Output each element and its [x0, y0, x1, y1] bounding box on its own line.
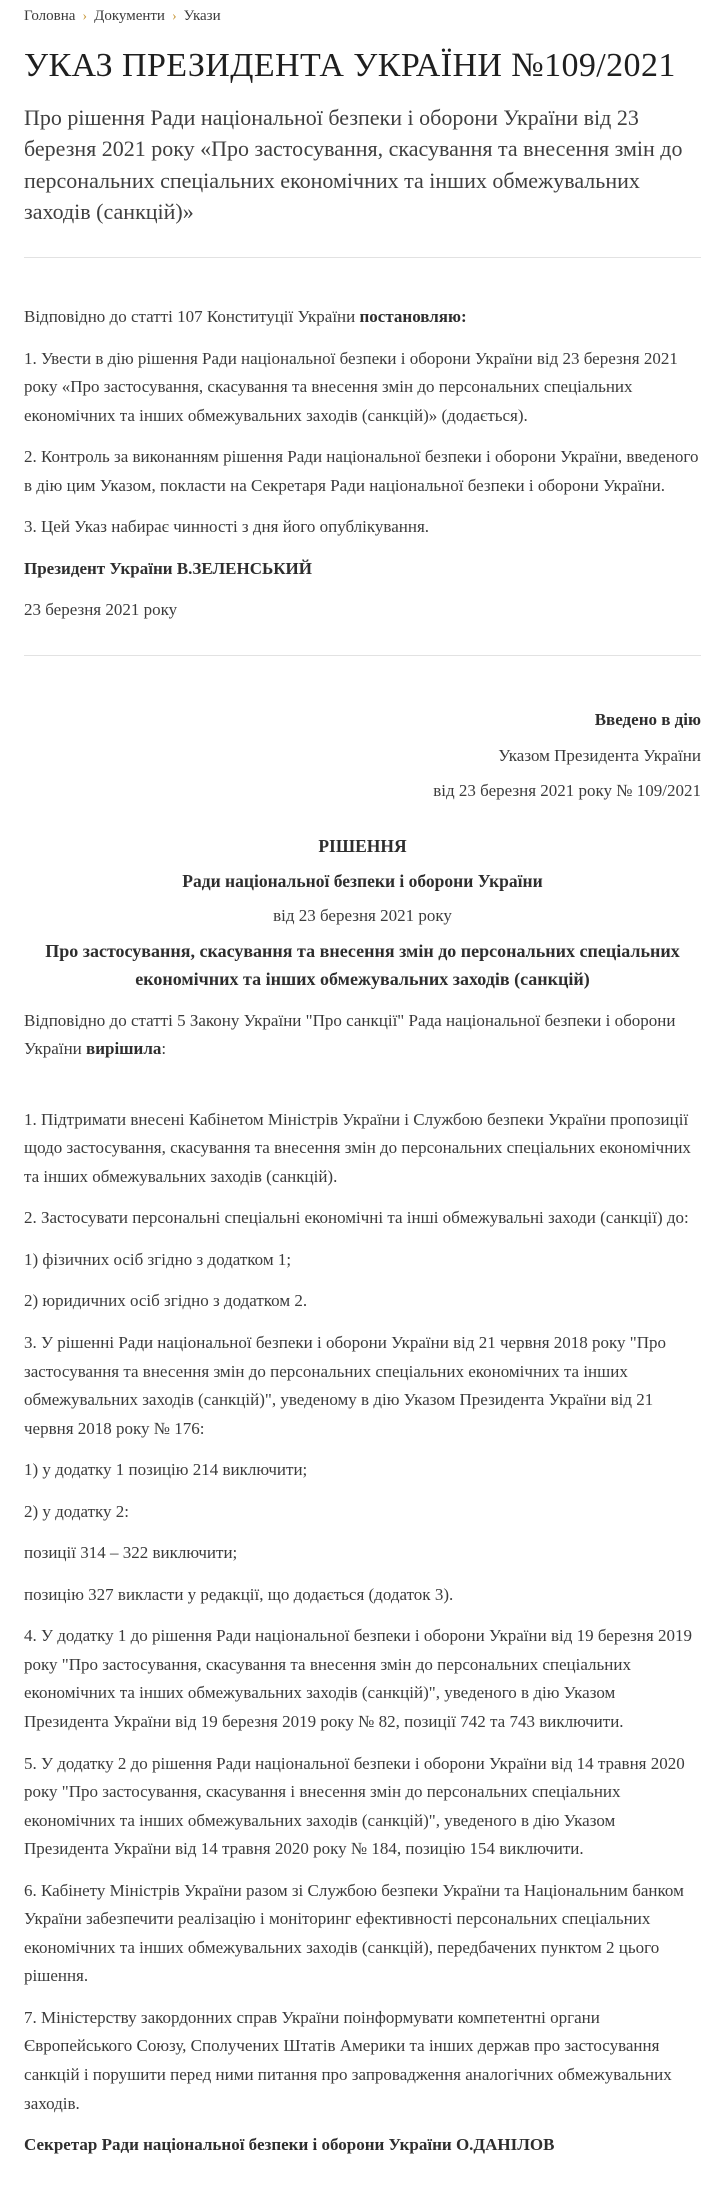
breadcrumb-link[interactable]: Документи [94, 8, 165, 24]
decree-date: 23 березня 2021 року [24, 600, 178, 620]
decision-paragraph: 2. Застосувати персональні спеціальні економічні та інші обмежувальні заходи (санкції) до: [24, 1208, 689, 1228]
decision-paragraph: 2) у додатку 2: [24, 1501, 129, 1521]
decision-paragraph: 1. Підтримати внесені Кабінетом Міністрів України і Службою безпеки України пропозиції щодо застосування, скасування та внесення змін до персональних спеціальних економічних та інших обмежувальних заходів (санкцій). [24, 1109, 691, 1186]
decree-section [24, 303, 701, 625]
decision-paragraph: позицію 327 викласти у редакції, що додається (додаток 3). [24, 1584, 454, 1604]
page-subtitle: Про рішення Ради національної безпеки і оборони України від 23 березня 2021 року «Про застосування, скасування та внесення змін до персональних спеціальних економічних та інших обмежувальних заходів (санкцій)» [24, 105, 683, 224]
decision-paragraph: 7. Міністерству закордонних справ України поінформувати компетентні органи Європейського Союзу, Сполучених Штатів Америки та інших держав про застосування санкцій і порушити перед ними питання про запровадження аналогічних обмежувальних заходів. [24, 2007, 672, 2113]
decision-meta-line: від 23 березня 2021 року № 109/2021 [433, 781, 701, 801]
breadcrumb-separator-icon: › [82, 9, 88, 24]
decision-paragraph: 1) у додатку 1 позицію 214 виключити; [24, 1460, 308, 1480]
decision-paragraph: 2) юридичних осіб згідно з додатком 2. [24, 1291, 308, 1311]
decision-intro [24, 1007, 701, 1064]
decision-intro-prefix: Відповідно до статті 5 Закону України "Про санкції" Рада національної безпеки і оборони України [24, 1010, 676, 1059]
decision-paragraph: позиції 314 – 322 виключити; [24, 1543, 238, 1563]
decision-intro-bold: вирішила [86, 1039, 162, 1059]
breadcrumb-link[interactable]: Головна [24, 8, 76, 24]
breadcrumb-separator-icon: › [171, 9, 177, 24]
decree-paragraph: 2. Контроль за виконанням рішення Ради національної безпеки і оборони України, введеного в дію цим Указом, покласти на Секретаря Ради національної безпеки і оборони України. [24, 447, 699, 495]
decree-intro-bold: постановляю: [359, 307, 467, 327]
page-title: УКАЗ ПРЕЗИДЕНТА УКРАЇНИ №109/2021 [24, 47, 676, 84]
decision-meta-line: Введено в дію [594, 709, 701, 729]
divider-middle [24, 655, 701, 656]
decision-heading-date: від 23 березня 2021 року [273, 905, 452, 925]
decree-intro-prefix: Відповідно до статті 107 Конституції України [24, 307, 360, 327]
decree-intro [24, 303, 701, 332]
decree-signature: Президент України В.ЗЕЛЕНСЬКИЙ [24, 558, 312, 578]
decree-paragraph: 3. Цей Указ набирає чинності з дня його опублікування. [24, 517, 430, 537]
decision-paragraph: 4. У додатку 1 до рішення Ради національної безпеки і оборони України від 19 березня 2019 року "Про застосування, скасування та внесення змін до персональних спеціальних економічних та інших обмежувальних заходів (санкцій)", уведеного в дію Указом Президента України від 19 березня 2019 року № 82, позиції 742 та 743 виключити. [24, 1626, 692, 1731]
decision-paragraph: 5. У додатку 2 до рішення Ради національної безпеки і оборони України від 14 травня 2020 року "Про застосування, скасування і внесення змін до персональних спеціальних економічних та інших обмежувальних заходів (санкцій)", уведеного в дію Указом Президента України від 14 травня 2020 року № 184, позицію 154 виключити. [24, 1753, 685, 1859]
decision-heading-kicker: РІШЕННЯ [318, 835, 407, 856]
divider-top [24, 257, 701, 258]
decision-heading-name: Ради національної безпеки і оборони України [182, 870, 543, 891]
breadcrumb-link[interactable]: Укази [183, 8, 221, 24]
decision-paragraph: 6. Кабінету Міністрів України разом зі Службою безпеки України та Національним банком України забезпечити реалізацію і моніторинг ефективності персональних спеціальних економічних та інших обмежувальних заходів (санкцій), передбачених пунктом 2 цього рішення. [24, 1880, 684, 1986]
decision-paragraphs [24, 1106, 701, 2118]
decision-paragraph: 3. У рішенні Ради національної безпеки і оборони України від 21 червня 2018 року "Про застосування та внесення змін до персональних спеціальних економічних та інших обмежувальних заходів (санкцій)", уведеному в дію Указом Президента України від 21 червня 2018 року № 176: [24, 1332, 667, 1438]
decree-paragraph: 1. Увести в дію рішення Ради національної безпеки і оборони України від 23 березня 2021 року «Про застосування, скасування та внесення змін до персональних спеціальних економічних та інших обмежувальних заходів (санкцій)» (додається). [24, 348, 678, 425]
decision-section [24, 706, 701, 2160]
decision-intro-suffix: : [161, 1039, 167, 1059]
decree-paragraphs [24, 345, 701, 542]
decision-signature: Секретар Ради національної безпеки і оборони України О.ДАНІЛОВ [24, 2135, 555, 2155]
decision-meta [24, 706, 701, 806]
decision-heading-title: Про застосування, скасування та внесення змін до персональних спеціальних економічних та інших обмежувальних заходів (санкцій) [45, 940, 680, 989]
breadcrumb [24, 6, 701, 27]
decision-paragraph: 1) фізичних осіб згідно з додатком 1; [24, 1249, 292, 1269]
decision-meta-line: Указом Президента України [498, 745, 701, 765]
